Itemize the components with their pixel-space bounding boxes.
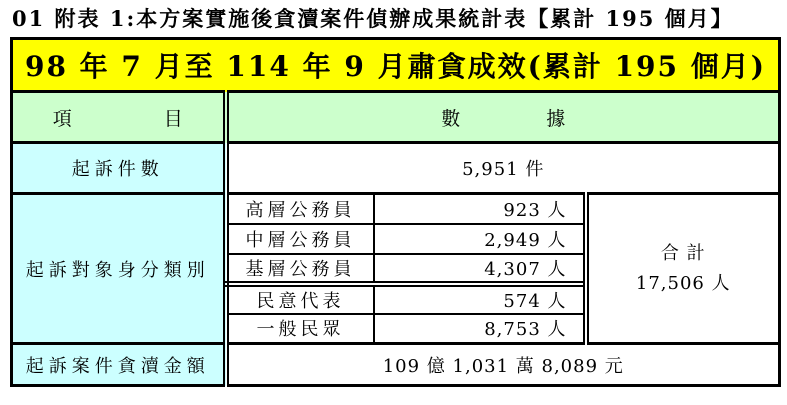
header-data-char-2: 據 xyxy=(546,107,566,130)
category-name-mid-officials: 中層公務員 xyxy=(226,224,374,254)
corruption-amount-row xyxy=(12,344,780,386)
category-name-general-public: 一般民眾 xyxy=(226,314,374,344)
identity-row-senior-officials xyxy=(12,194,780,224)
category-value-junior-officials: 4,307 人 xyxy=(374,254,586,284)
category-name-senior-officials: 高層公務員 xyxy=(226,194,374,224)
corruption-amount-value: 109 億 1,031 萬 8,089 元 xyxy=(226,344,780,386)
document-title: 01 附表 1:本方案實施後貪瀆案件偵辦成果統計表【累計 195 個月】 xyxy=(12,6,734,31)
total-cell xyxy=(586,194,780,344)
prosecution-cases-label: 起訴件數 xyxy=(12,143,226,194)
header-row xyxy=(12,92,780,143)
category-value-general-public: 8,753 人 xyxy=(374,314,586,344)
corruption-amount-label: 起訴案件貪瀆金額 xyxy=(12,344,226,386)
category-name-elected-representatives: 民意代表 xyxy=(226,284,374,314)
header-item-char-2: 目 xyxy=(163,107,183,130)
category-value-elected-representatives: 574 人 xyxy=(374,284,586,314)
banner-row xyxy=(12,39,780,92)
prosecution-cases-value: 5,951 件 xyxy=(226,143,780,194)
header-item-cell xyxy=(12,92,226,143)
table-banner-title: 98 年 7 月至 114 年 9 月肅貪成效(累計 195 個月) xyxy=(12,39,780,92)
header-item-char-1: 項 xyxy=(52,107,72,130)
header-data-cell xyxy=(226,92,780,143)
category-name-junior-officials: 基層公務員 xyxy=(226,254,374,284)
prosecution-cases-row xyxy=(12,143,780,194)
total-value: 17,506 人 xyxy=(635,272,731,294)
category-value-senior-officials: 923 人 xyxy=(374,194,586,224)
category-value-mid-officials: 2,949 人 xyxy=(374,224,586,254)
identity-category-label: 起訴對象身分類別 xyxy=(12,194,226,344)
total-label: 合 計 xyxy=(660,242,706,264)
header-data-char-1: 數 xyxy=(441,107,461,130)
statistics-table xyxy=(10,37,781,387)
